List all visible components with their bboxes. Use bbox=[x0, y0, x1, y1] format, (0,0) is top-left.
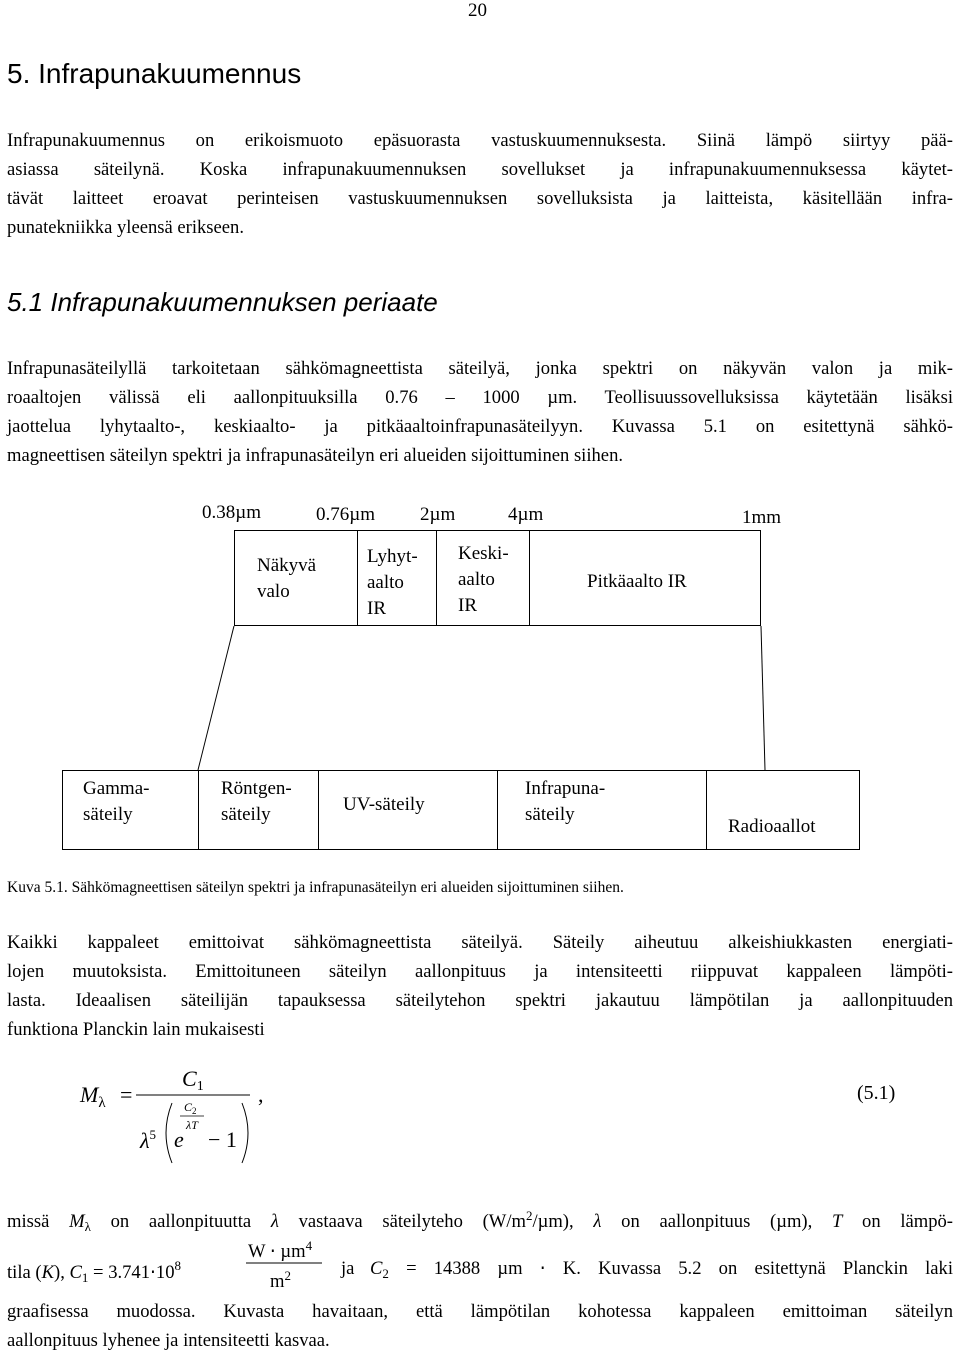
wavelength-label: 0.76µm bbox=[316, 504, 375, 525]
box-label: IR bbox=[458, 595, 477, 616]
text-line: Kaikki kappaleet emittoivat sähkömagneettista säteilyä. Säteily aiheutuu alkeishiukkasten energiati- bbox=[7, 932, 953, 953]
wavelength-label: 1mm bbox=[742, 507, 782, 528]
symbol-C2: C bbox=[370, 1258, 383, 1279]
text-line: Infrapunasäteilyllä tarkoitetaan sähkömagneettista säteilyä, jonka spektri on näkyvän valon ja mik- bbox=[7, 358, 953, 379]
box-label: aalto bbox=[367, 572, 404, 593]
text-span: ja bbox=[341, 1258, 355, 1279]
text-line bbox=[341, 1258, 354, 1280]
text-span: missä bbox=[7, 1211, 70, 1232]
chapter-heading: 5. Infrapunakuumennus bbox=[7, 58, 302, 89]
text-line: asiassa säteilynä. Koska infrapunakuumennuksen sovellukset ja infrapunakuumennuksessa käytet- bbox=[7, 159, 953, 180]
eq-e: e bbox=[174, 1127, 184, 1152]
figure-caption: Kuva 5.1. Sähkömagneettisen säteilyn spektri ja infrapunasäteilyn eri alueiden sijoittuminen siihen. bbox=[7, 879, 624, 896]
box-label: aalto bbox=[458, 569, 495, 590]
text-line: roaaltojen välissä eli aallonpituuksilla 0.76 – 1000 µm. Teollisuussovelluksissa käytetään lisäksi bbox=[7, 387, 953, 408]
text-span: on aallonpituutta bbox=[90, 1211, 271, 1232]
box-label: valo bbox=[257, 581, 290, 602]
eq-equals: = bbox=[120, 1082, 133, 1107]
symbol-T: T bbox=[831, 1211, 843, 1232]
box-label: säteily bbox=[221, 804, 271, 825]
box-label: Lyhyt- bbox=[367, 546, 418, 567]
text-line bbox=[370, 1258, 953, 1282]
superscript: 2 bbox=[525, 1208, 533, 1223]
symbol-K: K bbox=[41, 1262, 54, 1283]
box-label: Gamma- bbox=[83, 778, 150, 799]
text-line: punatekniikka yleensä erikseen. bbox=[7, 217, 244, 238]
box-label: säteily bbox=[83, 804, 133, 825]
text-span: vastaava säteilyteho (W/m bbox=[278, 1211, 526, 1232]
text-span: m bbox=[270, 1271, 285, 1292]
text-span: ), bbox=[54, 1262, 70, 1283]
text-line: Infrapunakuumennus on erikoismuoto epäsuorasta vastuskuumennuksesta. Siinä lämpö siirtyy pää- bbox=[7, 130, 953, 151]
symbol-C2-sub: 2 bbox=[382, 1266, 389, 1281]
symbol-C1-sub: 1 bbox=[81, 1270, 89, 1285]
text-line: jaottelua lyhytaalto-, keskiaalto- ja pitkäaaltoinfrapunasäteilyyn. Kuvassa 5.1 on esitettynä sähkö- bbox=[7, 416, 953, 437]
box-label: Näkyvä bbox=[257, 555, 317, 576]
text-span: tila ( bbox=[7, 1262, 42, 1283]
text-span: on lämpö- bbox=[842, 1211, 953, 1232]
text-line: funktiona Planckin lain mukaisesti bbox=[7, 1019, 265, 1040]
box-label: säteily bbox=[525, 804, 575, 825]
box-label: Infrapuna- bbox=[525, 778, 606, 799]
text-line: lojen muutoksista. Emittoituneen säteilyn aallonpituus ja intensiteetti riippuvat kappaleen lämpöti- bbox=[7, 961, 953, 982]
eq-numerator-sub: 1 bbox=[196, 1079, 204, 1094]
text-span: = 14388 µm ⋅ K bbox=[388, 1258, 577, 1279]
eq-lambda: λ bbox=[140, 1128, 150, 1153]
superscript: 8 bbox=[174, 1258, 182, 1273]
box-label: Radioaallot bbox=[728, 816, 816, 837]
text-line: tävät laitteet eroavat perinteisen vastuskuumennuksen sovelluksista ja laitteista, käsitellään infra- bbox=[7, 188, 953, 209]
eq-numerator: C bbox=[182, 1066, 197, 1091]
wavelength-label: 4µm bbox=[508, 504, 544, 525]
box-label: Röntgen- bbox=[221, 778, 292, 799]
eq-lhs: M bbox=[80, 1082, 99, 1107]
eq-exp-den: λT bbox=[186, 1118, 198, 1132]
eq-minus-one: − 1 bbox=[208, 1127, 237, 1152]
symbol-M-sub: λ bbox=[84, 1219, 91, 1234]
wavelength-label: 0.38µm bbox=[202, 502, 261, 523]
box-label: UV-säteily bbox=[343, 794, 425, 815]
equation-number: (5.1) bbox=[857, 1082, 896, 1104]
text-line: lasta. Ideaalisen säteilijän tapauksessa säteilytehon spektri jakautuu lämpötilan ja aallonpituuden bbox=[7, 990, 953, 1011]
symbol-M: M bbox=[69, 1211, 85, 1232]
section-heading: 5.1 Infrapunakuumennuksen periaate bbox=[7, 287, 438, 317]
text-span: . Kuvassa 5.2 on esitettynä Planckin laki bbox=[576, 1258, 953, 1279]
eq-exp-num-sub: 2 bbox=[192, 1106, 197, 1116]
eq-lhs-sub: λ bbox=[98, 1095, 106, 1111]
symbol-lambda: λ bbox=[593, 1211, 602, 1232]
eq-exp-num: C bbox=[184, 1100, 193, 1114]
page-number: 20 bbox=[468, 0, 487, 21]
superscript: 4 bbox=[305, 1238, 313, 1253]
wavelength-label: 2µm bbox=[420, 504, 456, 525]
text-span: /µm), bbox=[532, 1211, 594, 1232]
box-label: Pitkäaalto IR bbox=[587, 571, 687, 592]
symbol-lambda: λ bbox=[270, 1211, 279, 1232]
text-line: aallonpituus lyhenee ja intensiteetti kasvaa. bbox=[7, 1330, 330, 1351]
text-span: W ⋅ µm bbox=[248, 1241, 306, 1262]
symbol-C1: C bbox=[69, 1262, 82, 1283]
text-span: = 3.741⋅10 bbox=[88, 1262, 175, 1283]
superscript: 2 bbox=[284, 1268, 291, 1283]
text-span: on aallonpituus (µm), bbox=[601, 1211, 832, 1232]
box-label: IR bbox=[367, 598, 386, 619]
unit-fraction-denominator bbox=[270, 1268, 291, 1293]
eq-comma: , bbox=[258, 1082, 264, 1107]
box-label: Keski- bbox=[458, 543, 509, 564]
text-line: magneettisen säteilyn spektri ja infrapunasäteilyn eri alueiden sijoittuminen siihen. bbox=[7, 445, 624, 466]
eq-lambda-exp: 5 bbox=[149, 1127, 157, 1142]
text-line: graafisessa muodossa. Kuvasta havaitaan, että lämpötilan kohotessa kappaleen emittoiman säteilyn bbox=[7, 1301, 953, 1322]
